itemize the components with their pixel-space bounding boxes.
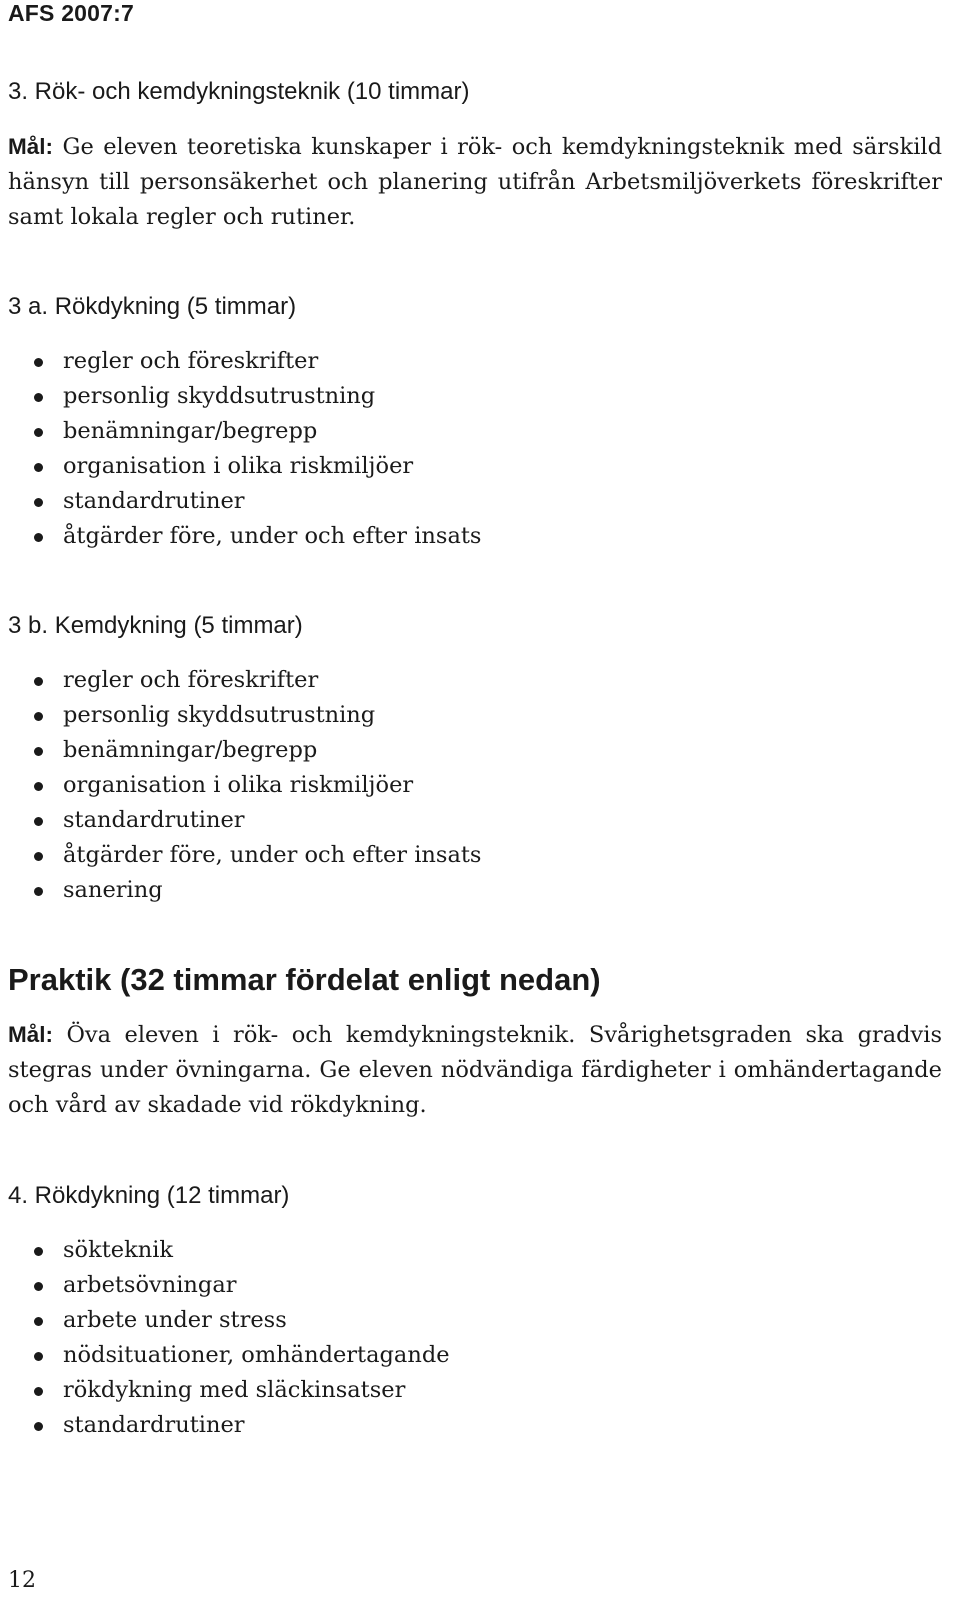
section-4-heading: 4. Rökdykning (12 timmar) — [8, 1182, 290, 1209]
bullet-icon — [34, 428, 43, 437]
bullet-icon — [34, 358, 43, 367]
section-3b-list — [8, 663, 481, 908]
section-3-goal — [8, 129, 942, 235]
list-item: åtgärder före, under och efter insats — [8, 519, 481, 554]
bullet-icon — [34, 677, 43, 686]
bullet-icon — [34, 1387, 43, 1396]
bullet-icon — [34, 712, 43, 721]
list-item: åtgärder före, under och efter insats — [8, 838, 481, 873]
page-number: 12 — [8, 1568, 36, 1593]
list-item: standardrutiner — [8, 803, 481, 838]
bullet-icon — [34, 817, 43, 826]
list-item: personlig skyddsutrustning — [8, 379, 481, 414]
bullet-icon — [34, 747, 43, 756]
list-item: sanering — [8, 873, 481, 908]
running-header: AFS 2007:7 — [8, 0, 135, 26]
bullet-icon — [34, 1282, 43, 1291]
list-item: benämningar/begrepp — [8, 414, 481, 449]
list-item: arbete under stress — [8, 1303, 450, 1338]
bullet-icon — [34, 1247, 43, 1256]
bullet-icon — [34, 498, 43, 507]
list-item: sökteknik — [8, 1233, 450, 1268]
praktik-heading: Praktik (32 timmar fördelat enligt nedan) — [8, 962, 601, 997]
goal-label: Mål: — [8, 134, 53, 159]
list-item: nödsituationer, omhändertagande — [8, 1338, 450, 1373]
bullet-icon — [34, 1317, 43, 1326]
goal-text: Öva eleven i rök- och kemdykningsteknik. Svårighetsgraden ska gradvis stegras under övningarna. Ge eleven nödvändiga färdigheter i omhändertagande och vård av skadade vid rökdykning. — [8, 1022, 942, 1118]
section-4-list — [8, 1233, 450, 1443]
list-item: regler och föreskrifter — [8, 663, 481, 698]
list-item: arbetsövningar — [8, 1268, 450, 1303]
list-item: standardrutiner — [8, 1408, 450, 1443]
bullet-icon — [34, 887, 43, 896]
section-3a-heading: 3 a. Rökdykning (5 timmar) — [8, 293, 297, 320]
list-item: rökdykning med släckinsatser — [8, 1373, 450, 1408]
list-item: personlig skyddsutrustning — [8, 698, 481, 733]
bullet-icon — [34, 852, 43, 861]
praktik-goal — [8, 1017, 942, 1123]
list-item: organisation i olika riskmiljöer — [8, 768, 481, 803]
goal-text: Ge eleven teoretiska kunskaper i rök- och kemdykningsteknik med särskild hänsyn till personsäkerhet och planering utifrån Arbetsmiljöverkets föreskrifter samt lokala regler och rutiner. — [8, 134, 942, 230]
goal-label: Mål: — [8, 1022, 53, 1047]
bullet-icon — [34, 463, 43, 472]
section-3-heading: 3. Rök- och kemdykningsteknik (10 timmar) — [8, 78, 470, 105]
list-item: standardrutiner — [8, 484, 481, 519]
section-3a-list — [8, 344, 481, 554]
bullet-icon — [34, 782, 43, 791]
list-item: regler och föreskrifter — [8, 344, 481, 379]
list-item: organisation i olika riskmiljöer — [8, 449, 481, 484]
bullet-icon — [34, 1352, 43, 1361]
list-item: benämningar/begrepp — [8, 733, 481, 768]
bullet-icon — [34, 1422, 43, 1431]
bullet-icon — [34, 533, 43, 542]
bullet-icon — [34, 393, 43, 402]
section-3b-heading: 3 b. Kemdykning (5 timmar) — [8, 612, 303, 639]
